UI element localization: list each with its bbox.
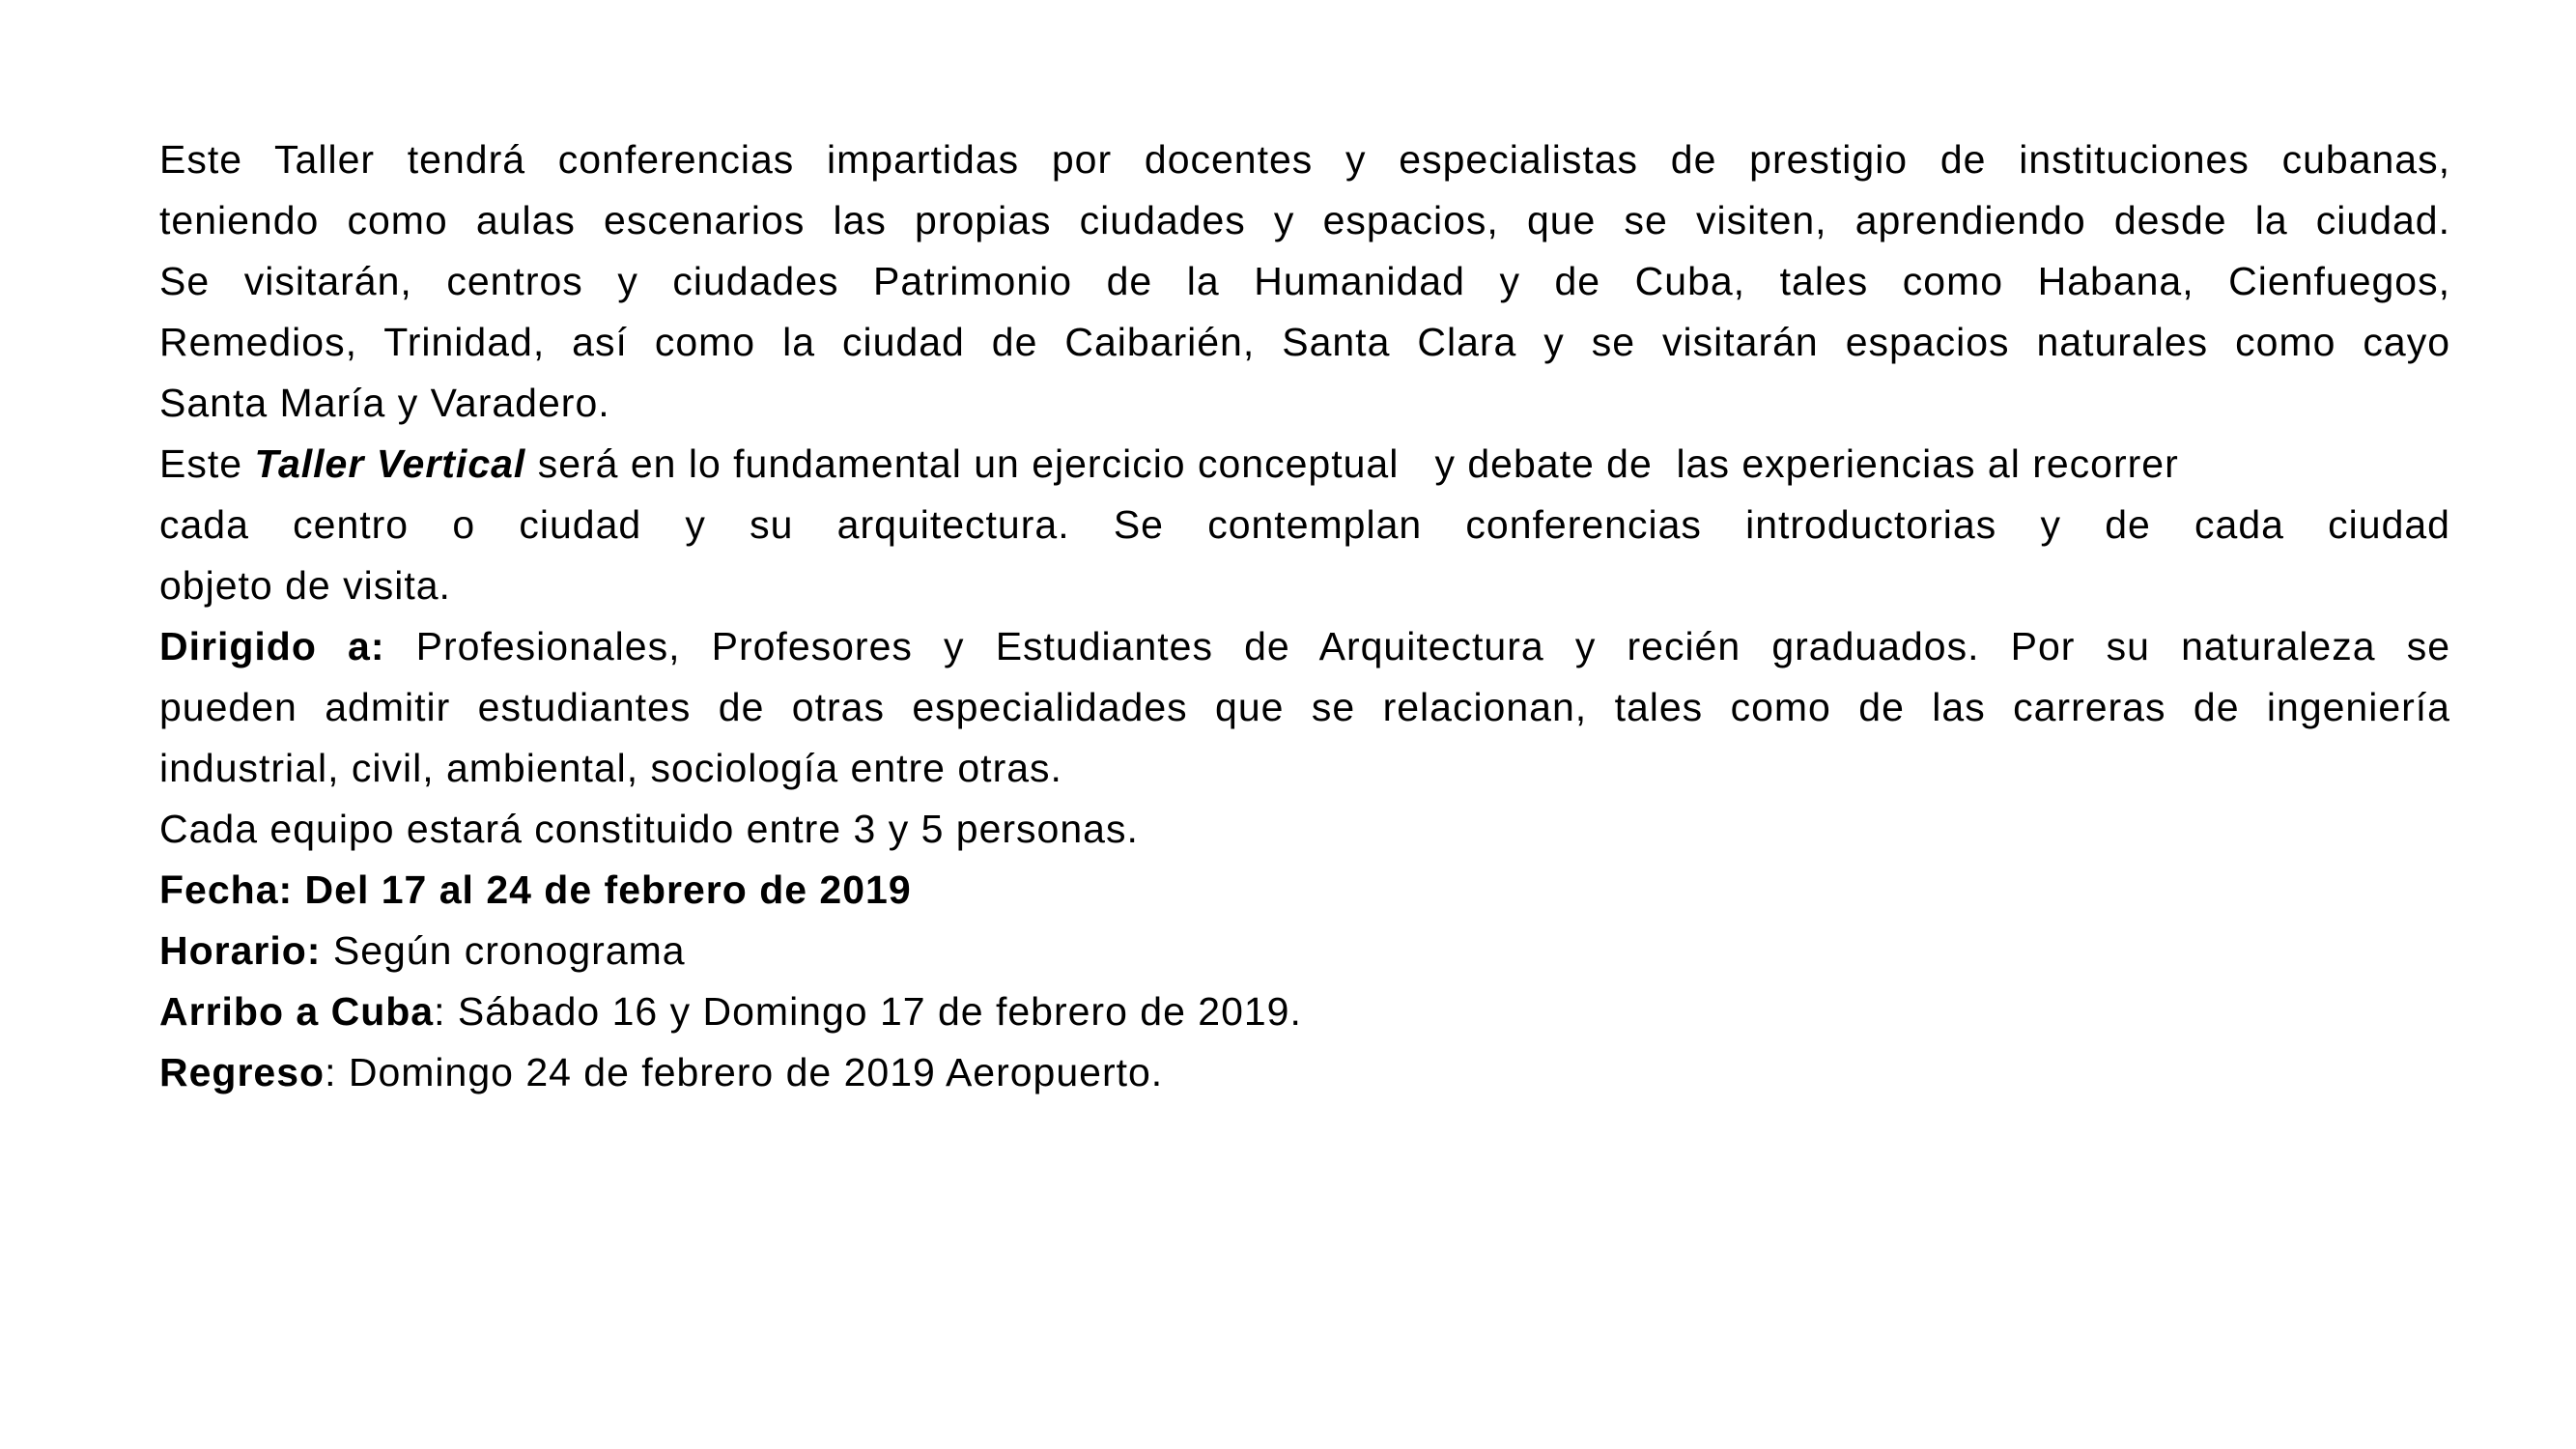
text-segment: : Domingo 24 de febrero de 2019 Aeropuerto.	[325, 1050, 1164, 1094]
text-segment: industrial, civil, ambiental, sociología entre otras.	[159, 746, 1062, 790]
text-line	[159, 799, 2450, 860]
text-segment: Remedios, Trinidad, así como la ciudad de Caibarién, Santa Clara y se visitarán espacios naturales como cayo	[159, 320, 2450, 364]
text-line	[159, 251, 2450, 312]
text-line	[159, 738, 2450, 799]
taller-vertical-emphasis: Taller Vertical	[254, 441, 526, 486]
regreso-label: Regreso	[159, 1050, 326, 1094]
text-segment: teniendo como aulas escenarios las propias ciudades y espacios, que se visiten, aprendiendo desde la ciudad.	[159, 198, 2450, 242]
text-segment: Este	[159, 441, 255, 486]
text-segment: Profesionales, Profesores y Estudiantes de Arquitectura y recién graduados. Por su naturaleza se	[384, 624, 2450, 668]
dirigido-a-label: Dirigido a:	[159, 624, 385, 668]
fecha-label: Fecha: Del 17 al 24 de febrero de 2019	[159, 867, 912, 912]
horario-label: Horario:	[159, 928, 322, 973]
text-segment: Santa María y Varadero.	[159, 381, 610, 425]
text-line	[159, 616, 2450, 677]
text-segment: será en lo fundamental un ejercicio conceptual y debate de las experiencias al recorrer	[525, 441, 2179, 486]
text-line	[159, 677, 2450, 738]
text-segment: Se visitarán, centros y ciudades Patrimonio de la Humanidad y de Cuba, tales como Habana, Cienfuegos,	[159, 259, 2450, 303]
text-segment: Cada equipo estará constituido entre 3 y 5 personas.	[159, 807, 1139, 851]
text-line	[159, 312, 2450, 373]
text-line	[159, 434, 2450, 495]
text-segment: cada centro o ciudad y su arquitectura. Se contemplan conferencias introductorias y de cada ciudad	[159, 502, 2450, 547]
text-line	[159, 129, 2450, 190]
text-segment: objeto de visita.	[159, 563, 451, 608]
text-line	[159, 555, 2450, 616]
text-line	[159, 981, 2450, 1042]
document-text	[159, 129, 2450, 1103]
arribo-a-cuba-label: Arribo a Cuba	[159, 989, 435, 1034]
text-line	[159, 495, 2450, 555]
text-segment: Según cronograma	[321, 928, 686, 973]
text-line	[159, 373, 2450, 434]
text-segment: : Sábado 16 y Domingo 17 de febrero de 2019.	[434, 989, 1302, 1034]
text-segment: pueden admitir estudiantes de otras especialidades que se relacionan, tales como de las carreras de ingeniería	[159, 685, 2450, 729]
text-line	[159, 1042, 2450, 1103]
text-segment: Este Taller tendrá conferencias impartidas por docentes y especialistas de prestigio de instituciones cubanas,	[159, 137, 2450, 182]
text-line	[159, 190, 2450, 251]
text-line	[159, 921, 2450, 981]
text-line	[159, 860, 2450, 921]
